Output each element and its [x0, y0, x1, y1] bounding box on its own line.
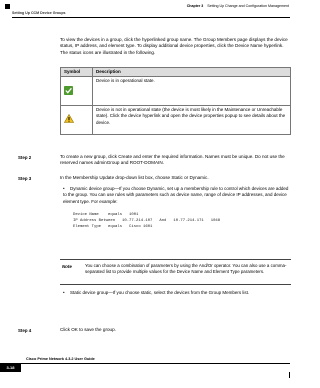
chapter-title: Setting Up Change and Configuration Management — [207, 4, 289, 8]
step-2-text: To create a new group, click Create and enter the required information. Names must be unique. Do not use the reserved names adminGroup and ROOT-DOMAIN. — [60, 154, 285, 166]
footer-guide-title: Cisco Prime Network 4.3.2 User Guide — [26, 357, 95, 361]
symbol-cell — [61, 77, 93, 106]
step-4-text: Click OK to save the group. — [60, 327, 116, 332]
bullet-icon: • — [63, 290, 65, 295]
footer-tick — [289, 372, 290, 378]
step-3-label: Step 3 — [18, 176, 32, 181]
note-top-rule — [60, 259, 291, 260]
chapter-heading — [187, 4, 289, 8]
warning-icon — [64, 114, 74, 123]
table-header-row — [61, 68, 291, 77]
table-row — [61, 106, 291, 135]
membership-rule-example: Device Name equals 1001 IP Address Between 10.77.214.107 And 10.77.214.171 1048 Element Type equals Cisco 1601 — [73, 213, 221, 229]
check-icon — [64, 86, 73, 95]
footer-rule — [21, 363, 290, 364]
table-header-symbol: Symbol — [61, 68, 93, 77]
dynamic-group-text: Dynamic device group—If you choose Dynamic, set up a membership rule to control which devices are added to the group. You can use rules with parameters such as device name, range of device IP addresses, and device element type. For example: — [63, 186, 289, 204]
note-bottom-rule — [60, 284, 291, 285]
description-cell: Device is not in operational state (the device is most likely in the Maintenance or Unreachable state). Click the device hyperlink and open the device properties popup to see details about the device. — [93, 106, 291, 135]
step-3-text: In the Membership Update drop-down list box, choose Static or Dynamic. — [60, 175, 209, 180]
step-4-label: Step 4 — [18, 328, 32, 333]
symbol-cell — [61, 106, 93, 135]
note-label: Note — [62, 264, 72, 269]
static-group-text: Static device group—If you choose static, select the devices from the Group Members list. — [70, 290, 250, 295]
step-2-label: Step 2 — [18, 155, 32, 160]
page-number: 3-18 — [0, 363, 21, 372]
list-item — [63, 290, 291, 296]
header-rule — [12, 17, 290, 18]
status-icons-table — [60, 67, 291, 135]
section-marker — [5, 4, 10, 9]
note-text: You can choose a combination of parameters by using the And/Or operator. You can also use a comma-separated list to provide multiple values for the Device Name and Element Type parameters. — [85, 263, 287, 275]
table-header-description: Description — [93, 68, 291, 77]
list-item — [63, 186, 291, 205]
section-title: Setting Up CCM Device Groups — [12, 11, 66, 15]
table-row — [61, 77, 291, 106]
description-cell: Device is in operational state. — [93, 77, 291, 106]
chapter-number: Chapter 3 — [186, 4, 204, 8]
intro-paragraph: To view the devices in a group, click the hyperlinked group name. The Group Members page displays the device status, IP address, and element type. To display additional device properties, click the Device Name hyperlink. The status icons are illustrated in the following. — [60, 37, 288, 55]
bullet-icon: • — [63, 186, 65, 191]
